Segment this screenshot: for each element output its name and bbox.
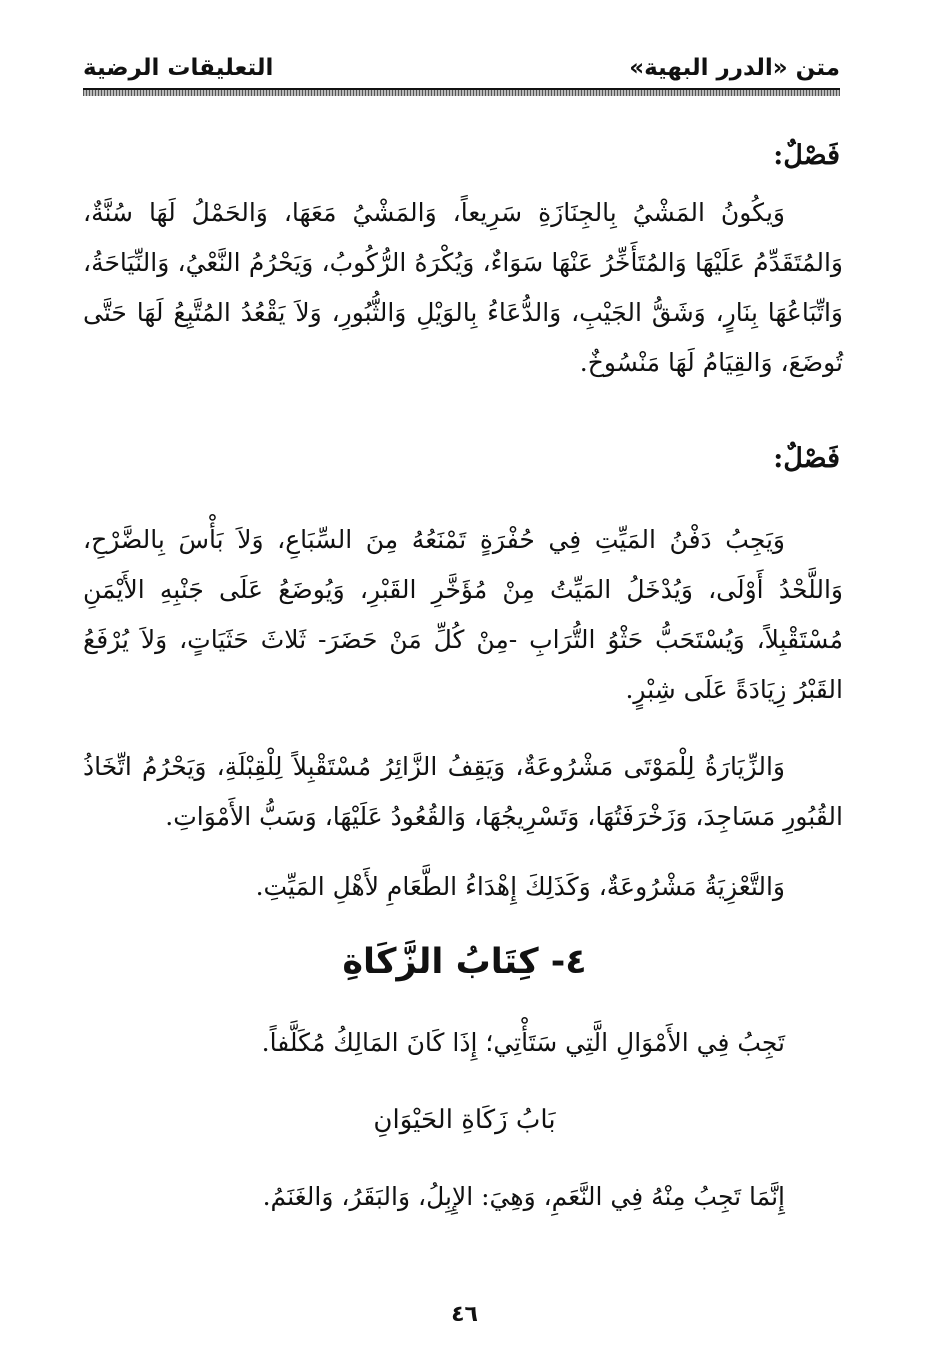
running-header	[83, 48, 840, 88]
header-book-title: متن «الدرر البهية»	[629, 55, 840, 81]
header-divider	[83, 88, 840, 96]
chapter-heading-animals: بَابُ زَكَاةِ الحَيْوَانِ	[373, 1105, 556, 1135]
section-label-fasl-2: فَصْلٌ:	[773, 443, 840, 474]
animals-sentence: إِنَّمَا تَجِبُ مِنْهُ فِي النَّعَمِ، وَهِيَ: الإِبِلُ، وَالبَقَرُ، وَالغَنَمُ.	[262, 1182, 785, 1211]
funeral-paragraph: وَيكُونُ المَشْيُ بِالجِنَازَةِ سَرِيعاً، وَالمَشْيُ مَعَهَا، وَالحَمْلُ لَهَا سُنَّةٌ، وَالمُتَقَدِّمُ عَلَيْهَا وَالمُتَأَخِّرُ عَنْهَا سَوَاءٌ، وَيُكْرَهُ الرُّكُوبُ، وَيَحْرُمُ النَّعْيُ، وَالنِّيَاحَةُ، وَاتِّبَاعُهَا بِنَارٍ، وَشَقُّ الجَيْبِ، وَالدُّعَاءُ بِالوَيْلِ وَالثُّبُورِ، وَلاَ يَقْعُدُ المُتَّبِعُ لَهَا حَتَّى تُوضَعَ، وَالقِيَامُ لَهَا مَنْسُوخٌ.	[83, 198, 843, 377]
header-commentary-title: التعليقات الرضية	[83, 55, 274, 81]
visiting-paragraph: وَالزِّيَارَةُ لِلْمَوْتَى مَشْرُوعَةٌ، وَيَقِفُ الزَّائِرُ مُسْتَقْبِلاً لِلْقِبْلَةِ، وَيَحْرُمُ اتِّخَاذُ القُبُورِ مَسَاجِدَ، وَزَخْرَفَتُهَا، وَتَسْرِيجُهَا، وَالقُعُودُ عَلَيْهَا، وَسَبُّ الأَمْوَاتِ.	[83, 752, 843, 831]
burial-paragraph: وَيَجِبُ دَفْنُ المَيِّتِ فِي حُفْرَةٍ تَمْنَعُهُ مِنَ السِّبَاعِ، وَلاَ بَأْسَ بِالضَّرْحِ، وَاللَّحْدُ أَوْلَى، وَيُدْخَلُ المَيِّتُ مِنْ مُؤَخَّرِ القَبْرِ، وَيُوضَعُ عَلَى جَنْبِهِ الأَيْمَنِ مُسْتَقْبِلاً، وَيُسْتَحَبُّ حَثْوُ التُّرَابِ -مِنْ كُلِّ مَنْ حَضَرَ- ثَلاثَ حَثَيَاتٍ، وَلاَ يُرْفَعُ القَبْرُ زِيَادَةً عَلَى شِبْرٍ.	[83, 525, 843, 704]
condolence-paragraph: وَالتَّعْزِيَةُ مَشْرُوعَةٌ، وَكَذَلِكَ إِهْدَاءُ الطَّعَامِ لأَهْلِ المَيِّتِ.	[255, 872, 785, 901]
chapter-title: ٤- كِتَابُ الزَّكَاةِ	[342, 942, 587, 982]
zakat-intro: تَجِبُ فِي الأَمْوَالِ الَّتِي سَتَأْتِي؛ إِذَا كَانَ المَالِكُ مُكَلَّفاً.	[261, 1028, 785, 1057]
section-label-fasl-1: فَصْلٌ:	[773, 140, 840, 171]
page-number: ٤٦	[451, 1302, 478, 1327]
